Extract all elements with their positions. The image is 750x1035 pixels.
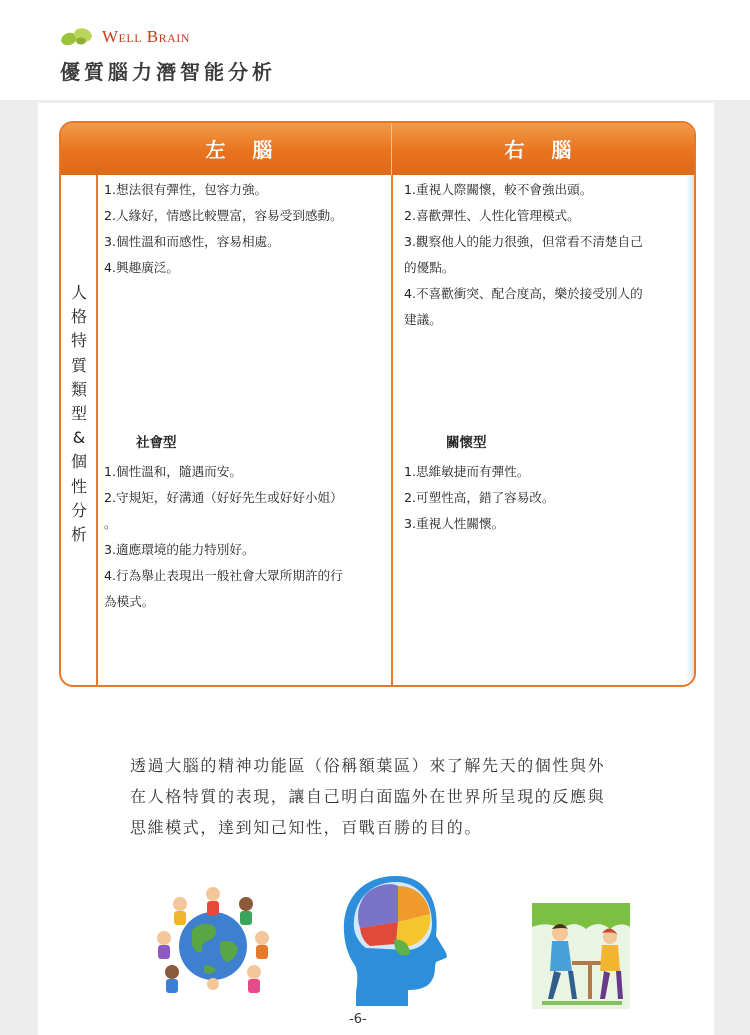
row-label-char: 人 bbox=[70, 283, 87, 302]
list-item: 4.興趣廣泛。 bbox=[104, 260, 179, 275]
paragraph-line: 透過大腦的精神功能區（俗稱額葉區）來了解先天的個性與外 bbox=[130, 756, 606, 775]
head-brain-image bbox=[336, 870, 456, 1012]
list-item: 為模式。 bbox=[104, 594, 155, 609]
list-item: 3.個性溫和而感性，容易相處。 bbox=[104, 234, 280, 249]
brand-name: Well Brain bbox=[102, 27, 190, 46]
row-label-char: 特 bbox=[70, 331, 87, 351]
left-brain-traits bbox=[104, 177, 389, 281]
cafe-women-image bbox=[532, 903, 630, 1009]
right-personality-traits bbox=[404, 459, 689, 537]
page-number: -6- bbox=[349, 1012, 367, 1027]
list-item: 1.想法很有彈性，包容力強。 bbox=[104, 182, 268, 197]
list-item: 2.人緣好，情感比較豐富，容易受到感動。 bbox=[104, 208, 343, 223]
children-globe-image bbox=[150, 880, 276, 996]
row-label-char: 性 bbox=[70, 476, 87, 496]
right-personality-type: 關懷型 bbox=[446, 435, 487, 451]
row-label-cell bbox=[61, 175, 98, 685]
list-item: 。 bbox=[104, 516, 117, 531]
row-label-char: 分 bbox=[70, 500, 87, 520]
list-item: 建議。 bbox=[404, 312, 442, 327]
list-item: 4.行為舉止表現出一般社會大眾所期許的行 bbox=[104, 568, 343, 583]
left-brain-header: 左 腦 bbox=[205, 138, 283, 162]
right-brain-header: 右 腦 bbox=[504, 138, 582, 162]
list-item: 3.適應環境的能力特別好。 bbox=[104, 542, 255, 557]
list-item: 的優點。 bbox=[404, 260, 455, 275]
paragraph-line: 在人格特質的表現，讓自己明白面臨外在世界所呈現的反應與 bbox=[130, 787, 606, 806]
row-label-char: 析 bbox=[70, 525, 87, 545]
row-label-char: 類 bbox=[70, 379, 87, 399]
row-label-char: 質 bbox=[70, 355, 87, 375]
paragraph-line: 思維模式，達到知己知性，百戰百勝的目的。 bbox=[130, 818, 483, 837]
page-header bbox=[0, 0, 750, 100]
list-item: 1.思維敏捷而有彈性。 bbox=[404, 464, 530, 479]
list-item: 1.重視人際關懷，較不會強出頭。 bbox=[404, 182, 593, 197]
row-label-char: 個 bbox=[70, 452, 87, 472]
brain-analysis-table bbox=[59, 121, 696, 687]
left-personality-type: 社會型 bbox=[136, 435, 177, 451]
brand-logo bbox=[60, 24, 190, 50]
list-item: 4.不喜歡衝突、配合度高，樂於接受別人的 bbox=[404, 286, 643, 301]
list-item: 2.喜歡彈性、人性化管理模式。 bbox=[404, 208, 580, 223]
table-header-row bbox=[61, 123, 694, 175]
list-item: 1.個性溫和，隨遇而安。 bbox=[104, 464, 242, 479]
row-label-char: & bbox=[72, 428, 86, 448]
row-label bbox=[69, 281, 89, 547]
row-label-char: 型 bbox=[70, 404, 87, 424]
left-personality-traits bbox=[104, 459, 392, 615]
leaf-logo-icon bbox=[60, 26, 94, 48]
list-item: 3.觀察他人的能力很強，但常看不清楚自己 bbox=[404, 234, 643, 249]
list-item: 2.可塑性高，錯了容易改。 bbox=[404, 490, 555, 505]
right-brain-traits bbox=[404, 177, 689, 333]
summary-paragraph bbox=[130, 750, 630, 843]
list-item: 2.守規矩，好溝通（好好先生或好好小姐） bbox=[104, 490, 343, 505]
list-item: 3.重視人性關懷。 bbox=[404, 516, 505, 531]
row-label-char: 格 bbox=[70, 307, 87, 327]
page-title: 優質腦力潛智能分析 bbox=[60, 60, 276, 84]
